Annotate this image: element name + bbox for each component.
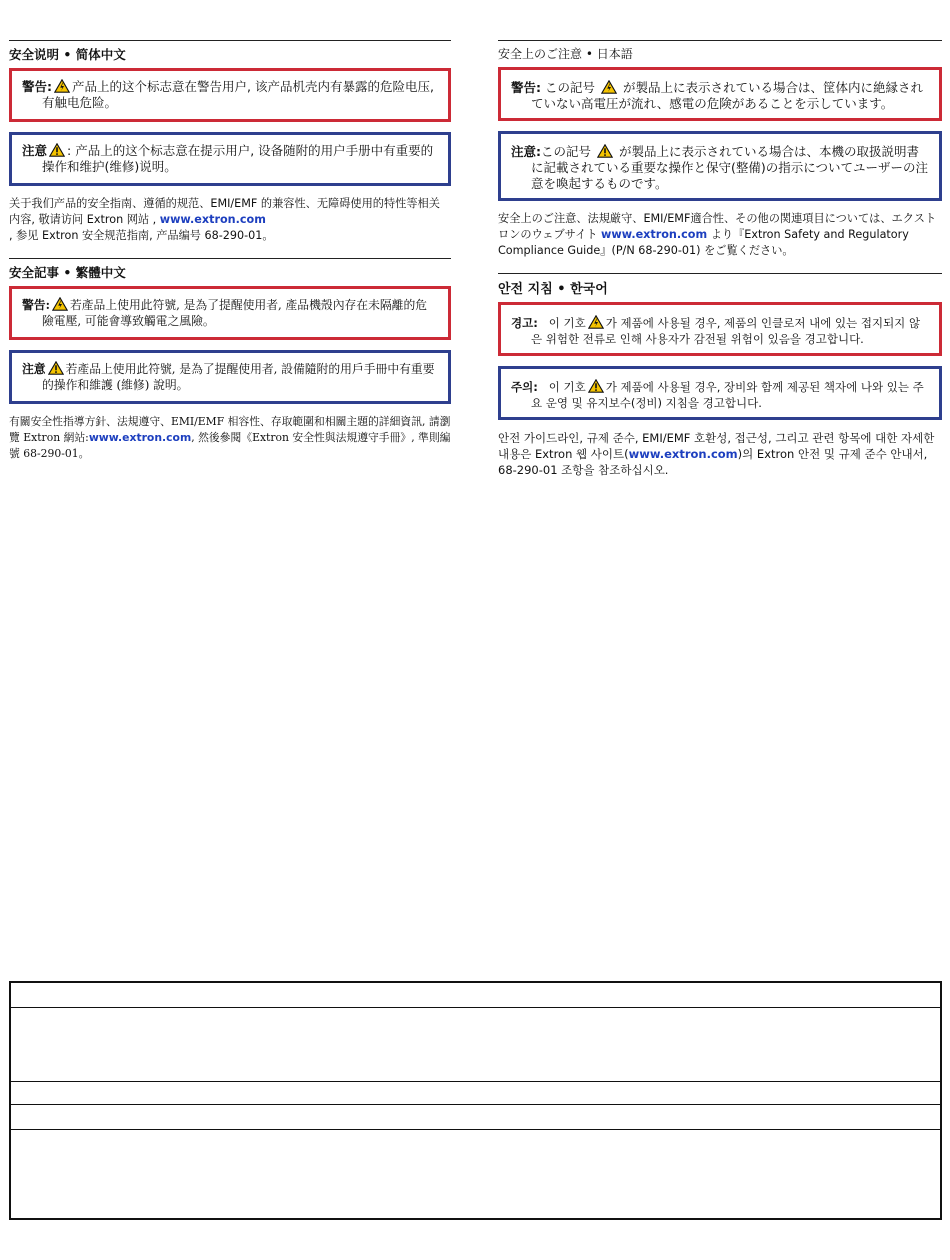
tc-warning-label: 警告:: [22, 298, 50, 312]
kr-caution-text: 가 제품에 사용될 경우, 장비와 함께 제공된 책자에 나와 있는 주요 운영 및 유지보수(정비) 지침을 경고합니다.: [531, 380, 924, 410]
jp-body-after: より『Extron Safety and Regulatory Compliance Guide』(P/N 68-290-01) をご覧ください。: [498, 228, 909, 257]
jp-caution-text: が製品上に表示されている場合は、本機の取扱説明書に記載されている重要な操作と保守(整備)の指示についてユーザーの注意を喚起するものです。: [531, 144, 929, 191]
tc-body-text: [9, 414, 451, 462]
tc-website-link[interactable]: www.extron.com: [88, 431, 192, 444]
jp-body-before: 安全上のご注意、法規厳守、EMI/EMF適合性、その他の関連項目については、エクストロンのウェブサイト: [498, 212, 937, 241]
kr-website-link[interactable]: www.extron.com: [628, 447, 738, 461]
kr-section: [498, 273, 942, 478]
table-row: [11, 983, 940, 1008]
sc-caution-text: : 产品上的这个标志意在提示用户, 设备随附的用户手册中有重要的操作和维护(维修)说明。: [42, 143, 434, 174]
tc-section: [9, 258, 451, 462]
kr-warning-text: 가 제품에 사용될 경우, 제품의 인클로저 내에 있는 접지되지 않은 위험한 전류로 인해 사용자가 감전될 위험이 있음을 경고합니다.: [531, 316, 921, 346]
sc-body-after: , 参见 Extron 安全规范指南, 产品编号 68-290-01。: [9, 229, 274, 242]
sc-caution-label: 注意: [22, 143, 48, 158]
kr-caution-box: [498, 366, 942, 420]
caution-exclamation-icon: [597, 144, 613, 158]
sc-website-link[interactable]: www.extron.com: [159, 213, 266, 226]
kr-caution-pre: 이 기호: [548, 380, 586, 394]
tc-warning-box: [9, 286, 451, 340]
tc-warning-text: 若產品上使用此符號, 是為了提醒使用者, 產品機殼內存在未隔離的危險電壓, 可能會導致觸電之風險。: [42, 298, 428, 328]
table-row: [11, 1105, 940, 1130]
tc-caution-text: 若產品上使用此符號, 是為了提醒使用者, 設備隨附的用戶手冊中有重要的操作和維護 (維修) 說明。: [42, 362, 435, 392]
empty-info-table: [9, 981, 942, 1220]
jp-section: [498, 40, 942, 259]
table-row: [11, 1082, 940, 1105]
sc-warning-box: [9, 68, 451, 122]
sc-warning-label: 警告:: [22, 79, 52, 94]
kr-body-text: [498, 430, 942, 478]
caution-exclamation-icon: [588, 379, 604, 393]
jp-warning-box: [498, 67, 942, 121]
jp-caution-label: 注意:: [511, 144, 541, 159]
kr-caution-label: 주의:: [511, 380, 538, 394]
jp-website-link[interactable]: www.extron.com: [601, 228, 708, 241]
kr-warning-label: 경고:: [511, 316, 538, 330]
tc-caution-box: [9, 350, 451, 404]
jp-caution-box: [498, 131, 942, 201]
table-row: [11, 1008, 940, 1082]
tc-title: 安全記事 • 繁體中文: [9, 265, 126, 280]
high-voltage-warning-icon: [601, 80, 617, 94]
high-voltage-warning-icon: [54, 79, 70, 93]
tc-body-before: 有關安全性指導方針、法規遵守、EMI/EMF 相容性、存取範圍和相關主題的詳細資訊, 請瀏覽 Extron 網站:: [9, 415, 451, 444]
sc-caution-box: [9, 132, 451, 186]
sc-body-text: [9, 196, 451, 244]
high-voltage-warning-icon: [52, 297, 68, 311]
tc-body-after: , 然後參閱《Extron 安全性與法規遵守手冊》, 準則編號 68-290-01。: [9, 431, 451, 460]
left-column: [9, 40, 451, 476]
table-row: [11, 1130, 940, 1214]
kr-warning-pre: 이 기호: [548, 316, 586, 330]
sc-section: [9, 40, 451, 244]
sc-body-before: 关于我们产品的安全指南、遵循的规范、EMI/EMF 的兼容性、无障碍使用的特性等相关内容, 敬请访问 Extron 网站 ,: [9, 197, 440, 226]
jp-warning-pre: この記号: [544, 80, 595, 95]
jp-body-text: [498, 211, 942, 259]
jp-title: 安全上のご注意 • 日本語: [498, 47, 633, 61]
kr-body-before: 안전 가이드라인, 규제 준수, EMI/EMF 호환성, 접근성, 그리고 관련 항목에 대한 자세한 내용은 Extron 웹 사이트(: [498, 431, 935, 461]
jp-caution-pre: この記号: [541, 144, 592, 159]
jp-warning-label: 警告:: [511, 80, 541, 95]
caution-exclamation-icon: [48, 361, 64, 375]
jp-warning-text: が製品上に表示されている場合は、筐体内に絶縁されていない高電圧が流れ、感電の危険があることを示しています。: [531, 80, 923, 111]
caution-exclamation-icon: [49, 143, 65, 157]
kr-title: 안전 지침 • 한국어: [498, 282, 608, 297]
sc-warning-text: 产品上的这个标志意在警告用户, 该产品机壳内有暴露的危险电压, 有触电危险。: [42, 79, 434, 110]
right-column: [498, 40, 942, 492]
kr-body-after: )의 Extron 안전 및 규제 준수 안내서, 68-290-01 조항을 참조하십시오.: [498, 447, 928, 477]
sc-title: 安全说明 • 简体中文: [9, 47, 126, 62]
kr-warning-box: [498, 302, 942, 356]
high-voltage-warning-icon: [588, 315, 604, 329]
tc-caution-label: 注意: [22, 362, 46, 376]
